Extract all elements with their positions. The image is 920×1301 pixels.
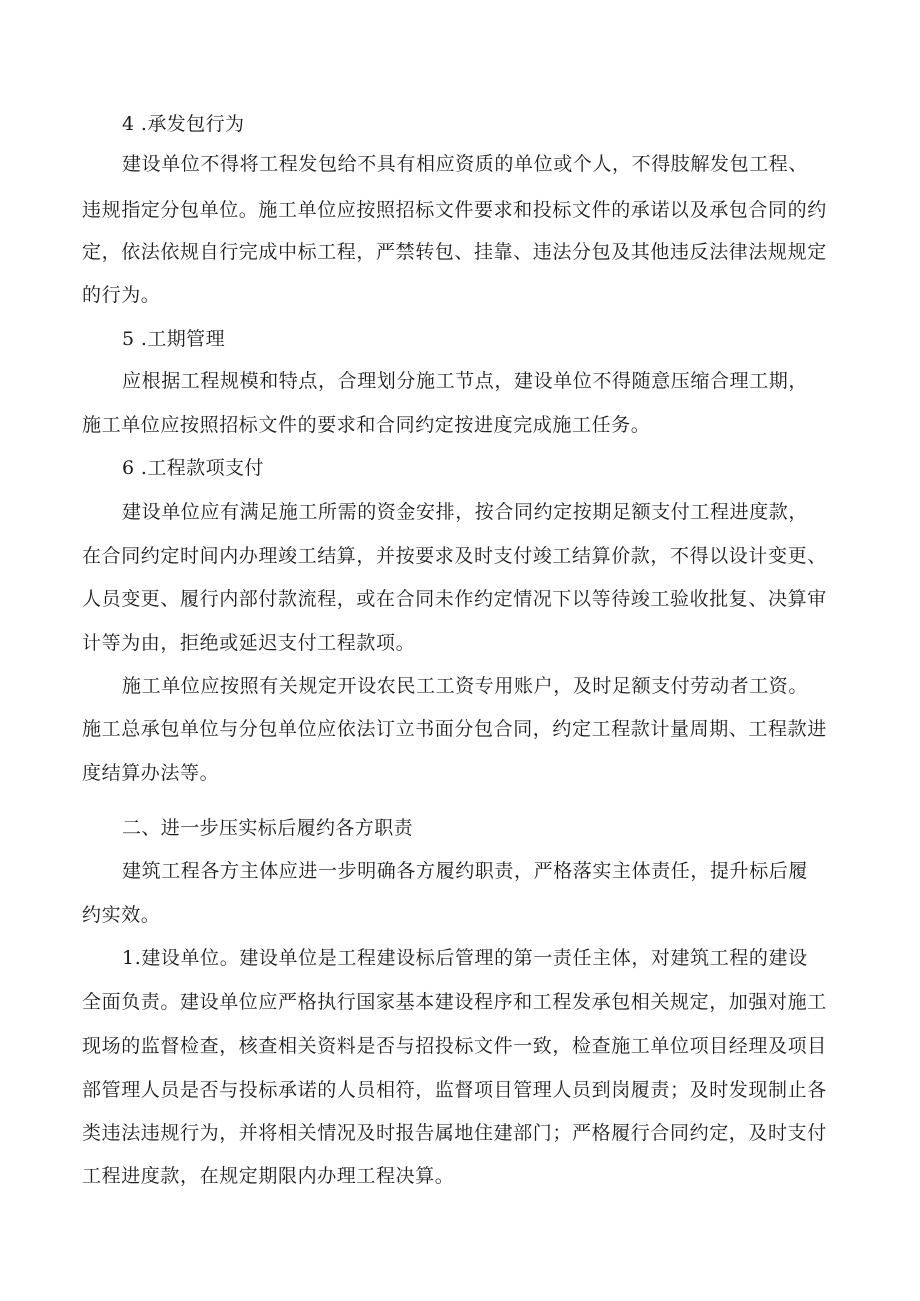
section-heading-6: 6 .工程款项支付 [122, 457, 264, 479]
paragraph-line: 1.建设单位。建设单位是工程建设标后管理的第一责任主体，对建筑工程的建设 [122, 947, 808, 969]
paragraph-line: 建筑工程各方主体应进一步明确各方履约职责，严格落实主体责任，提升标后履 [122, 860, 809, 882]
paragraph-line: 类违法违规行为，并将相关情况及时报告属地住建部门；严格履行合同约定，及时支付 [82, 1122, 827, 1144]
paragraph-line: 部管理人员是否与投标承诺的人员相符，监督项目管理人员到岗履责；及时发现制止各 [82, 1079, 827, 1101]
paragraph-line: 现场的监督检查，核查相关资料是否与招投标文件一致，检查施工单位项目经理及项目 [82, 1035, 827, 1057]
paragraph-line: 在合同约定时间内办理竣工结算，并按要求及时支付竣工结算价款，不得以设计变更、 [82, 545, 827, 567]
section-heading-5: 5 .工期管理 [122, 328, 225, 350]
paragraph-line: 人员变更、履行内部付款流程，或在合同未作约定情况下以等待竣工验收批复、决算审 [82, 588, 827, 610]
paragraph-line: 违规指定分包单位。施工单位应按照招标文件要求和投标文件的承诺以及承包合同的约 [82, 199, 827, 221]
paragraph-line: 建设单位应有满足施工所需的资金安排，按合同约定按期足额支付工程进度款， [122, 501, 809, 523]
paragraph-line: 计等为由，拒绝或延迟支付工程款项。 [82, 632, 416, 654]
paragraph-line: 的行为。 [82, 284, 161, 306]
paragraph-line: 建设单位不得将工程发包给不具有相应资质的单位或个人，不得肢解发包工程、 [122, 153, 809, 175]
paragraph-line: 工程进度款，在规定期限内办理工程决算。 [82, 1165, 455, 1187]
paragraph-line: 应根据工程规模和特点，合理划分施工节点，建设单位不得随意压缩合理工期， [122, 370, 809, 392]
paragraph-line: 施工单位应按照招标文件的要求和合同约定按进度完成施工任务。 [82, 414, 651, 436]
paragraph-line: 定，依法依规自行完成中标工程，严禁转包、挂靠、违法分包及其他违反法律法规规定 [82, 241, 827, 263]
paragraph-line: 全面负责。建设单位应严格执行国家基本建设程序和工程发承包相关规定，加强对施工 [82, 991, 827, 1013]
paragraph-line: 施工单位应按照有关规定开设农民工工资专用账户，及时足额支付劳动者工资。 [122, 675, 809, 697]
paragraph-line: 度结算办法等。 [82, 762, 220, 784]
part-heading-2: 二、进一步压实标后履约各方职责 [122, 817, 414, 839]
paragraph-line: 约实效。 [82, 904, 161, 926]
paragraph-line: 施工总承包单位与分包单位应依法订立书面分包合同，约定工程款计量周期、工程款进 [82, 718, 827, 740]
section-heading-4: 4 .承发包行为 [122, 113, 245, 135]
